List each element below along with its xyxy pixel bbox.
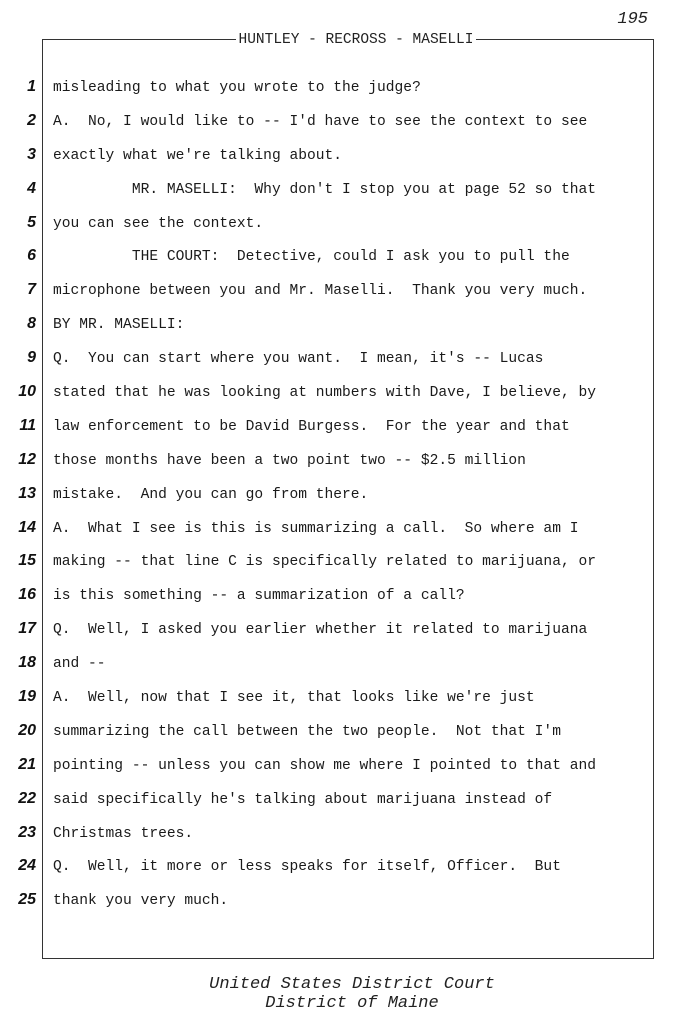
line-text: mistake. And you can go from there. [53, 486, 369, 503]
line-number: 9 [27, 349, 36, 367]
line-number: 20 [18, 721, 36, 739]
header-title: HUNTLEY - RECROSS - MASELLI [236, 31, 477, 49]
line-number: 8 [27, 315, 36, 333]
transcript-line [0, 105, 684, 139]
line-number: 6 [27, 247, 36, 265]
transcript-line [0, 240, 684, 274]
line-number: 1 [27, 78, 36, 95]
transcript-line [0, 512, 684, 546]
line-number: 11 [19, 416, 36, 434]
line-text: and -- [53, 656, 106, 673]
line-number: 17 [18, 620, 36, 638]
line-text: making -- that line C is specifically related to marijuana, or [53, 554, 596, 571]
line-number: 18 [18, 654, 36, 672]
transcript-line [0, 274, 684, 308]
line-text: said specifically he's talking about marijuana instead of [53, 791, 553, 808]
line-number: 19 [18, 688, 36, 706]
line-text: Q. Well, I asked you earlier whether it related to marijuana [53, 622, 588, 639]
line-number: 5 [27, 213, 36, 231]
line-text: BY MR. MASELLI: [53, 317, 185, 334]
transcript-line [0, 342, 684, 376]
line-number: 2 [27, 111, 36, 129]
transcript-line [0, 444, 684, 478]
transcript-line [0, 579, 684, 613]
footer-district: District of Maine [265, 994, 439, 1013]
line-number: 7 [27, 281, 36, 299]
line-text: is this something -- a summarization of a call? [53, 588, 465, 605]
transcript-line [0, 71, 684, 105]
line-text: stated that he was looking at numbers with Dave, I believe, by [53, 385, 596, 402]
transcript-line [0, 545, 684, 579]
transcript-line [0, 817, 684, 851]
line-text: A. No, I would like to -- I'd have to see the context to see [53, 113, 588, 130]
line-number: 14 [18, 518, 36, 536]
line-number: 21 [18, 755, 36, 773]
line-number: 24 [18, 857, 36, 875]
line-number: 22 [18, 789, 36, 807]
line-number: 13 [18, 484, 36, 502]
line-number: 15 [18, 552, 36, 570]
line-text: pointing -- unless you can show me where I pointed to that and [53, 757, 596, 774]
line-text: you can see the context. [53, 215, 264, 232]
transcript-line [0, 783, 684, 817]
line-text: MR. MASELLI: Why don't I stop you at page 52 so that [53, 181, 596, 198]
transcript-line [0, 308, 684, 342]
line-number: 12 [18, 450, 36, 468]
page-number: 195 [617, 10, 648, 29]
transcript-line [0, 173, 684, 207]
line-text: misleading to what you wrote to the judge? [53, 80, 421, 96]
transcript-line [0, 850, 684, 884]
line-text: Q. Well, it more or less speaks for itself, Officer. But [53, 859, 561, 876]
line-number: 10 [18, 383, 36, 401]
line-text: Christmas trees. [53, 825, 194, 842]
transcript-line [0, 478, 684, 512]
transcript-line [0, 207, 684, 241]
line-text: law enforcement to be David Burgess. For the year and that [53, 418, 570, 435]
line-text: those months have been a two point two -- $2.5 million [53, 452, 526, 469]
line-number: 3 [27, 145, 36, 163]
transcript-line [0, 749, 684, 783]
transcript-line [0, 410, 684, 444]
line-text: thank you very much. [53, 893, 229, 910]
transcript-line [0, 376, 684, 410]
footer-court: United States District Court [209, 975, 495, 994]
line-text: summarizing the call between the two people. Not that I'm [53, 723, 561, 740]
transcript-line [0, 647, 684, 681]
transcript-line [0, 681, 684, 715]
transcript-line [0, 884, 684, 918]
transcript-line [0, 715, 684, 749]
line-number: 23 [18, 823, 36, 841]
line-text: A. What I see is this is summarizing a call. So where am I [53, 520, 579, 537]
line-text: THE COURT: Detective, could I ask you to pull the [53, 249, 570, 266]
line-number: 16 [18, 586, 36, 604]
line-number: 25 [18, 891, 36, 909]
line-text: exactly what we're talking about. [53, 147, 343, 164]
transcript-line [0, 613, 684, 647]
line-text: microphone between you and Mr. Maselli. Thank you very much. [53, 283, 588, 300]
line-number: 4 [27, 179, 36, 197]
line-text: A. Well, now that I see it, that looks like we're just [53, 690, 535, 707]
line-text: Q. You can start where you want. I mean, it's -- Lucas [53, 351, 544, 368]
transcript-line [0, 139, 684, 173]
transcript-lines [0, 71, 684, 918]
